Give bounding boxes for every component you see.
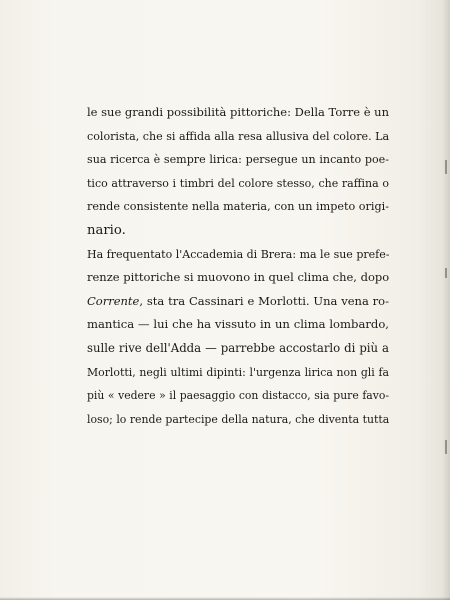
text-line: rende consistente nella materia, con un impeto origi-	[87, 200, 389, 214]
text-line: sulle rive dell'Adda — parrebbe accostarlo di più a	[87, 340, 389, 355]
text-line-with-italic	[87, 290, 389, 314]
text-line: loso; lo rende partecipe della natura, che diventa tutta	[87, 412, 390, 426]
text-line: le sue grandi possibilità pittoriche: Della Torre è un	[87, 105, 389, 119]
text-line: nario.	[87, 222, 126, 238]
text-line: sua ricerca è sempre lirica: persegue un incanto poe-	[87, 153, 389, 167]
margin-mark	[445, 160, 447, 174]
margin-mark	[445, 440, 447, 454]
page-edge-shadow	[442, 0, 450, 600]
text-line: renze pittoriche si muovono in quel clima che, dopo	[87, 270, 390, 285]
italic-term: Corrente	[87, 293, 140, 308]
text-line: tico attraverso i timbri del colore stesso, che raffina o	[87, 176, 389, 190]
margin-mark	[445, 268, 447, 278]
body-text	[87, 101, 389, 431]
paragraph-start-line: Ha frequentato l'Accademia di Brera: ma le sue prefe-	[87, 247, 390, 261]
text-fragment: , sta tra Cassinari e Morlotti. Una vena ro-	[139, 293, 389, 308]
text-line: più « vedere » il paesaggio con distacco, sia pure favo-	[87, 389, 389, 403]
text-line: colorista, che si affida alla resa allusiva del colore. La	[87, 129, 390, 143]
text-line: mantica — lui che ha vissuto in un clima lombardo,	[87, 317, 389, 332]
text-line: Morlotti, negli ultimi dipinti: l'urgenza lirica non gli fa	[87, 365, 389, 379]
